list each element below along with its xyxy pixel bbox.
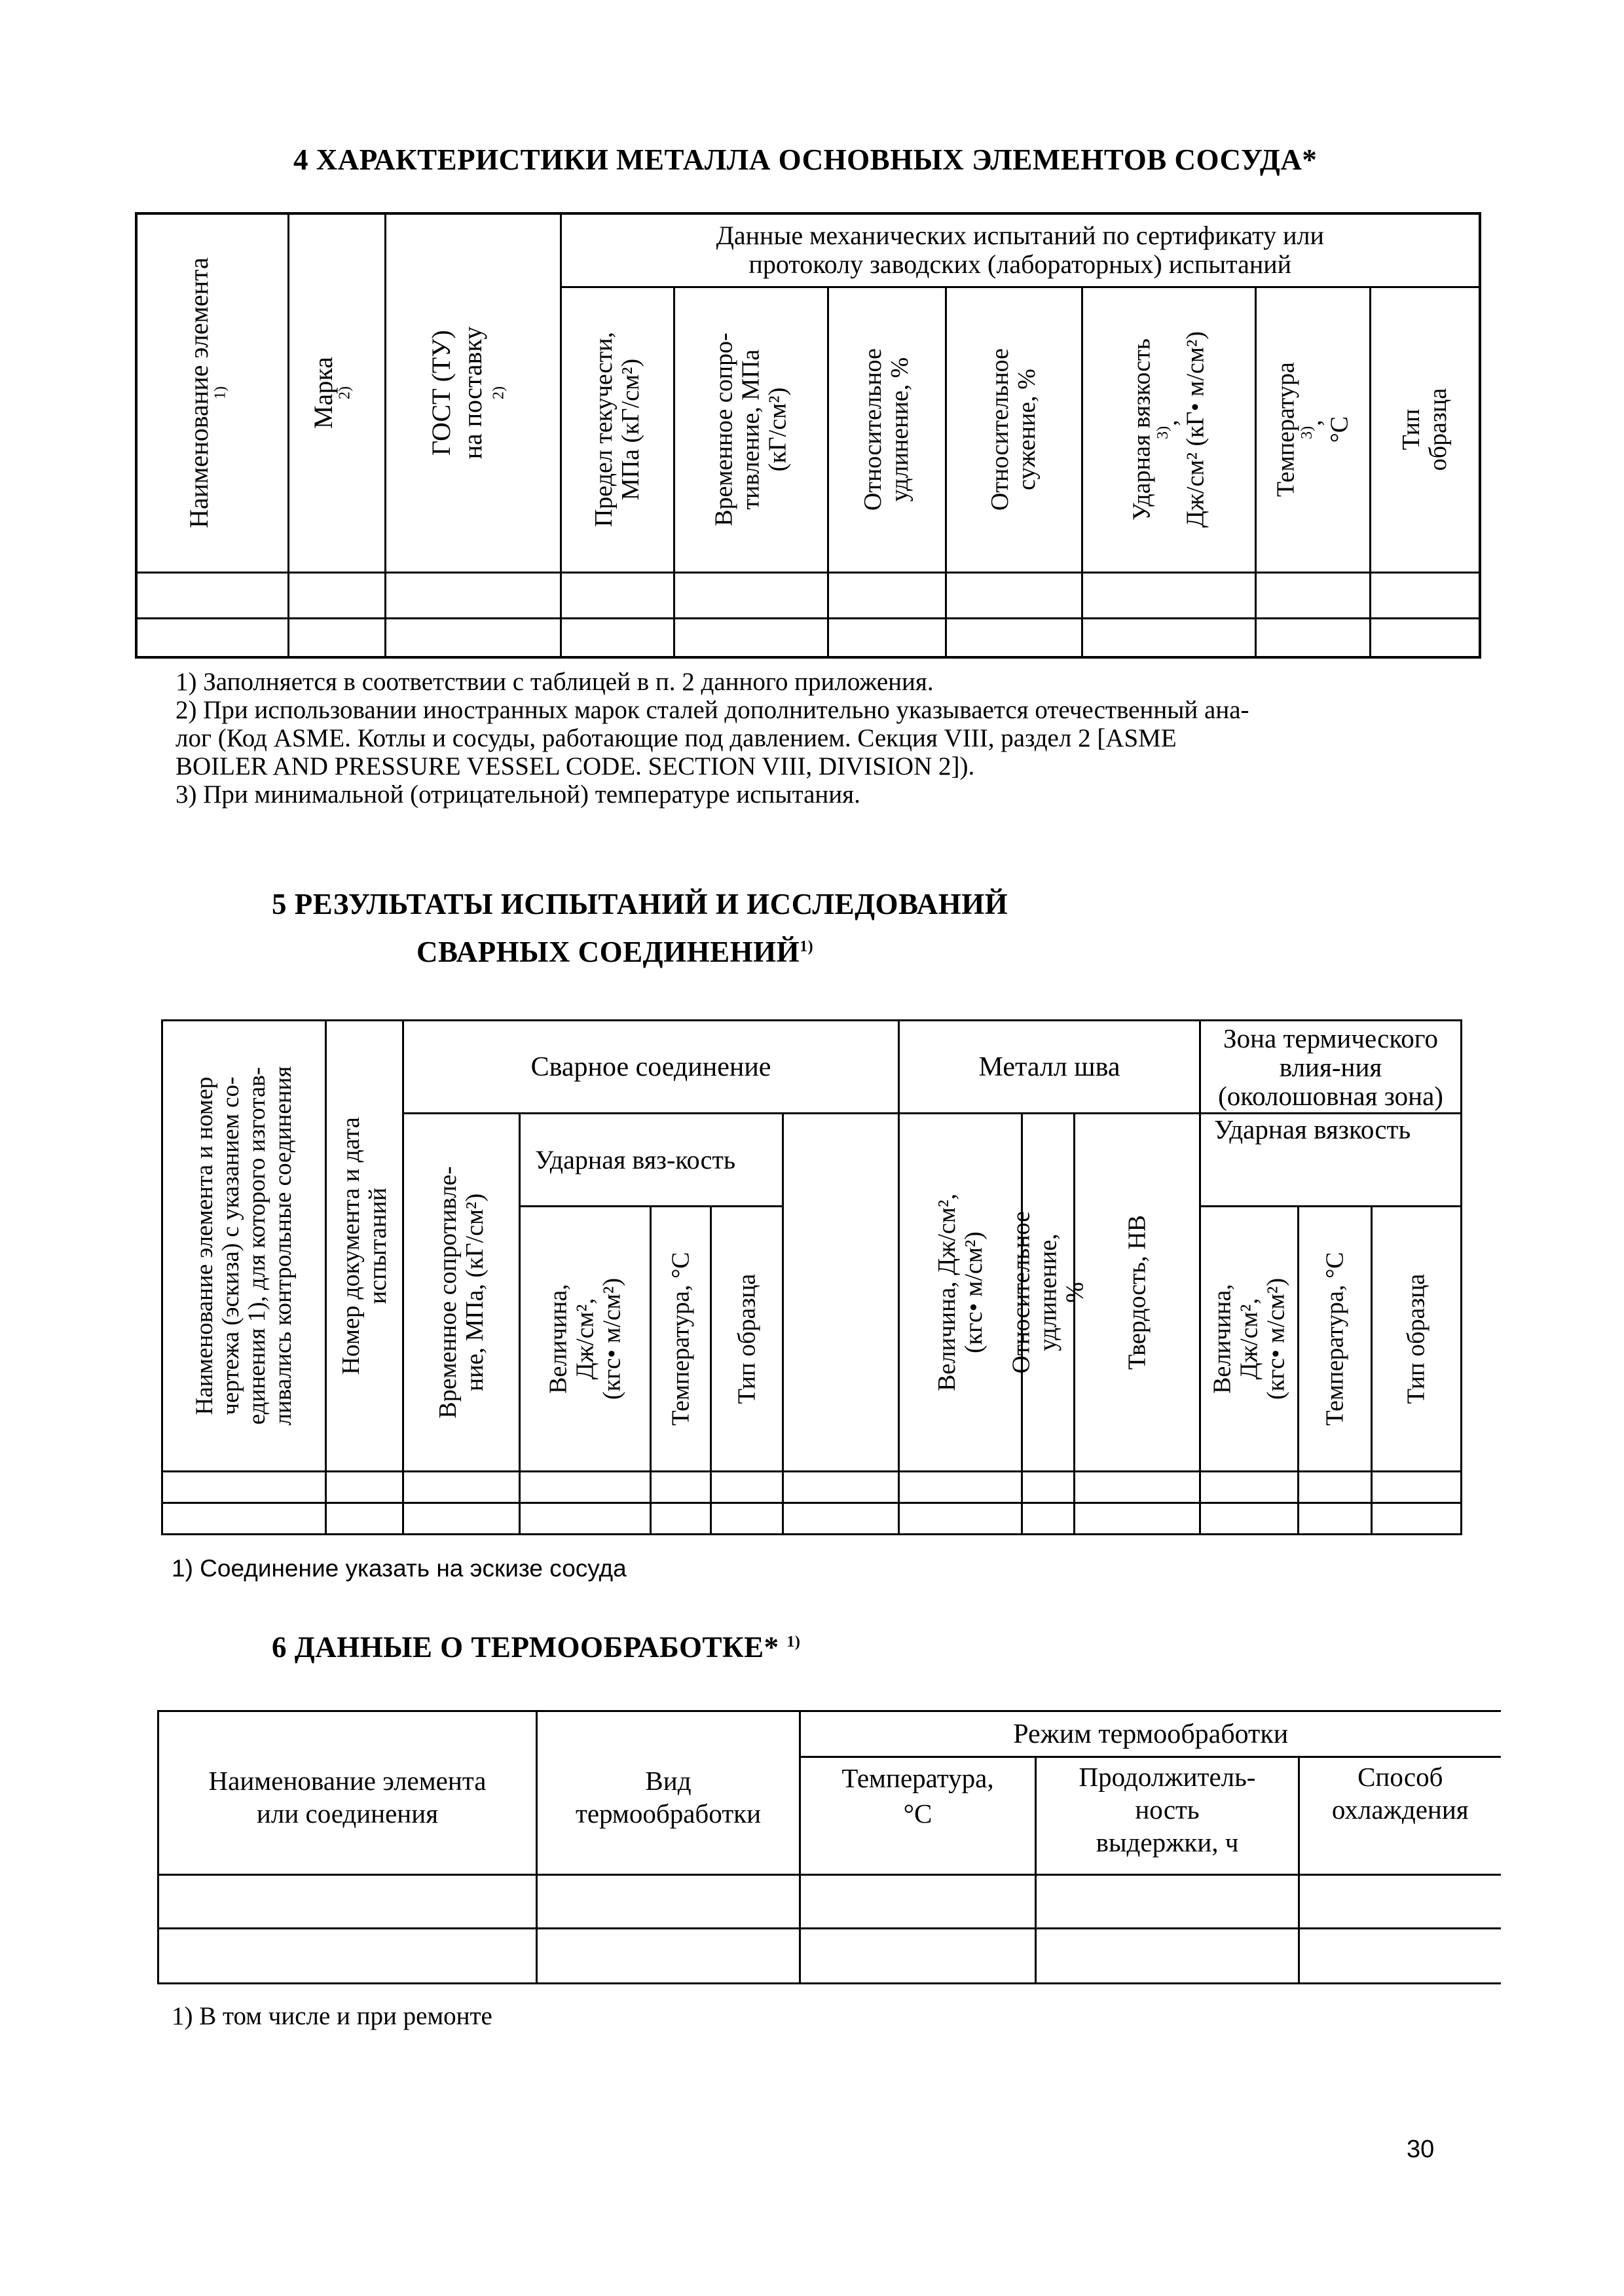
section5-title-line2: СВАРНЫХ СОЕДИНЕНИЙ$^{1)}$ <box>416 936 814 968</box>
col-ht-element-header: Наименование элемента или соединения <box>158 1711 537 1875</box>
col-weld-tensile-header: Временное сопротивле- ние, МПа, (кГ/см²) <box>403 1114 520 1472</box>
weld-results-table <box>161 1019 1462 1535</box>
haz-group-header: Зона термического влия-ния (околошовная зона) <box>1200 1021 1462 1114</box>
col-ht-cooling-header: Способ охлаждения <box>1299 1757 1501 1875</box>
mechanical-tests-group-header: Данные механических испытаний по сертификату или протоколу заводских (лабораторных) испытаний <box>561 213 1480 287</box>
section6-title: 6 ДАННЫЕ О ТЕРМООБРАБОТКЕ* $^{1)}$ <box>272 1631 801 1664</box>
table-row <box>136 572 1480 618</box>
table-row <box>162 1472 1462 1503</box>
col-yield-header: Предел текучести, МПа (кГ/см²) <box>561 287 674 572</box>
col-ht-kind-header: Вид термообработки <box>537 1711 800 1875</box>
haz-impact-subheader: Ударная вязкость <box>1200 1114 1462 1207</box>
table-row <box>136 618 1480 657</box>
col-grade-header: Марка $^{2)}$ <box>288 213 385 572</box>
section4-footnotes: 1) Заполняется в соответствии с таблицей в п. 2 данного приложения. 2) При использовании иностранных марок сталей дополнительно указывается отечественный ана- лог (Код ASME. Котлы и сосуды, работающие под давлением. Секция VIII, раздел 2 [ASME BOILER AND PRESSURE VESSEL CODE. SECTION VIII, DIVISION 2]). 3) При минимальной (отрицательной) температуре испытания. <box>175 668 1249 809</box>
weld-joint-group-header: Сварное соединение <box>403 1021 899 1114</box>
col-gost-header: ГОСТ (ТУ) на поставку $^{2)}$ <box>385 213 561 572</box>
table-row <box>158 1875 1501 1929</box>
col-ht-duration-header: Продолжитель- ность выдержки, ч <box>1036 1757 1299 1875</box>
col-haz-impact-type-header: Тип образца <box>1372 1207 1462 1472</box>
col-elongation-header: Относительное удлинение, % <box>828 287 946 572</box>
metal-characteristics-table <box>135 212 1481 659</box>
col-element-header: Наименование элемента $^{1)}$ <box>136 213 288 572</box>
col-metal-hardness-header: Твердость, НВ <box>1075 1114 1200 1472</box>
table-row <box>158 1929 1501 1984</box>
col-tensile-header: Временное сопро- тивление, МПа (кГ/см²) <box>674 287 828 572</box>
heat-treatment-table <box>157 1710 1501 1984</box>
col-weld-impact-type-header: Тип образца <box>711 1207 783 1472</box>
col-weld-empty <box>783 1114 899 1472</box>
col-weld-element-header: Наименование элемента и номер чертежа (эскиза) с указанием со- единения 1), для которого изготав- ливались контрольные соединения <box>162 1021 326 1472</box>
col-doc-number-header: Номер документа и дата испытаний <box>326 1021 403 1472</box>
col-ht-temperature-header: Температура, °C <box>800 1757 1036 1875</box>
col-haz-impact-temp-header: Температура, °С <box>1299 1207 1372 1472</box>
col-contraction-header: Относительное сужение, % <box>946 287 1082 572</box>
section5-footnote: 1) Соединение указать на эскизе сосуда <box>172 1555 627 1582</box>
col-impact-header: Ударная вязкость $^{3)}$, Дж/см² (кГ• м/см²) <box>1082 287 1255 572</box>
col-weld-impact-temp-header: Температура, °С <box>651 1207 711 1472</box>
section6-footnote: 1) В том числе и при ремонте <box>172 2002 492 2030</box>
table-row <box>162 1503 1462 1535</box>
col-metal-elongation-header: Относительное удлинение, % <box>1022 1114 1075 1472</box>
col-metal-impact-header: Величина, Дж/см², (кгс• м/см²) <box>899 1114 1022 1472</box>
ht-mode-group-header: Режим термообработки <box>800 1711 1501 1757</box>
col-weld-impact-value-header: Величина, Дж/см², (кгс• м/см²) <box>520 1207 651 1472</box>
col-specimen-type-header: Тип образца <box>1370 287 1480 572</box>
section4-title: 4 ХАРАКТЕРИСТИКИ МЕТАЛЛА ОСНОВНЫХ ЭЛЕМЕНТОВ СОСУДА* <box>293 143 1318 176</box>
section5-title-line1: 5 РЕЗУЛЬТАТЫ ИСПЫТАНИЙ И ИССЛЕДОВАНИЙ <box>272 888 1008 920</box>
weld-impact-subheader: Ударная вяз-кость <box>520 1114 783 1207</box>
weld-metal-group-header: Металл шва <box>899 1021 1200 1114</box>
page-number: 30 <box>1407 2136 1435 2163</box>
col-haz-impact-value-header: Величина, Дж/см², (кгс• м/см²) <box>1200 1207 1299 1472</box>
col-temperature-header: Температура $^{3)}$, °C <box>1255 287 1370 572</box>
